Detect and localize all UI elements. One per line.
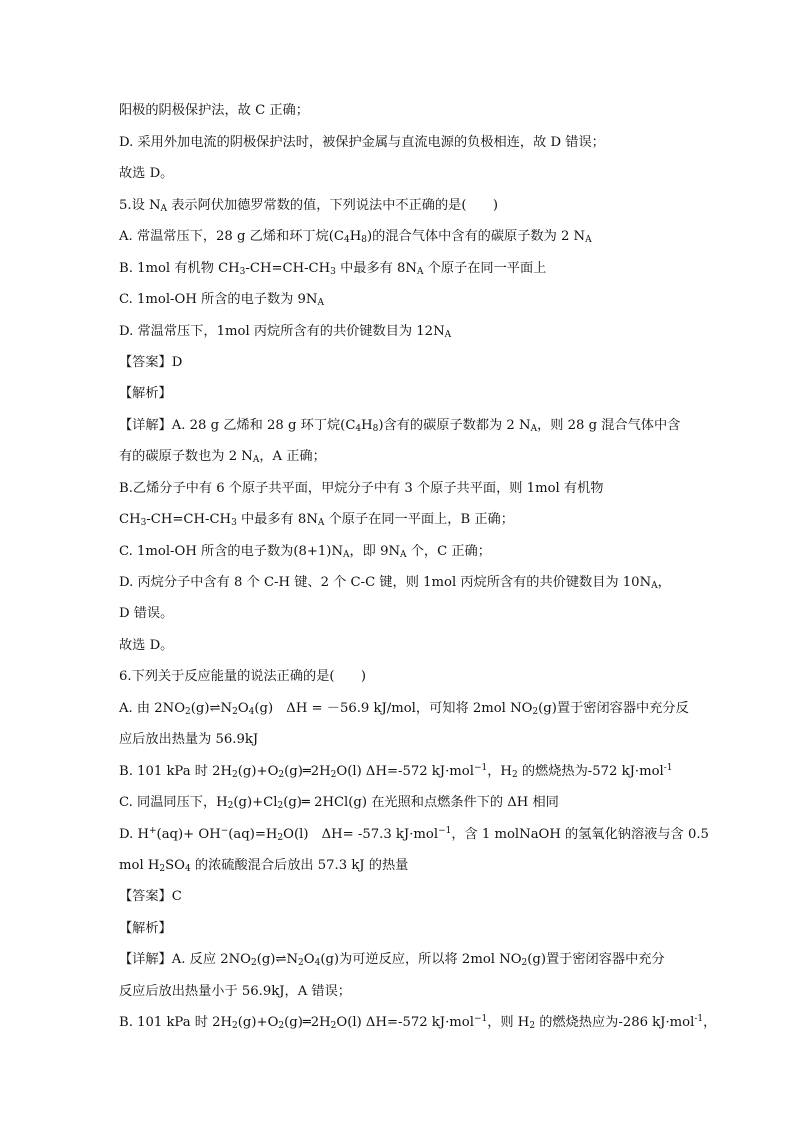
q5-explanation-line: $CH_3-CH=CH-CH_3$ 中最多有 $8N_A$ 个原子在同一平面上，B 正确；: [119, 512, 514, 528]
q5-option-d: D. 常温常压下，1mol 丙烷所含有的共价键数目为 $12N_A$: [119, 324, 452, 340]
q5-explanation-line: D 错误。: [119, 606, 174, 621]
q5-option-b: B. 1mol 有机物 $CH_3-CH=CH-CH_3$ 中最多有 $8N_A$ 个原子在同一平面上: [119, 261, 547, 277]
q6-analysis-heading: 【解析】: [119, 921, 172, 936]
q5-option-c: C. 1mol-OH 所含的电子数为 $9N_A$: [119, 292, 324, 308]
text-line: 故选 D。: [119, 166, 174, 181]
text-line: D. 采用外加电流的阴极保护法时，被保护金属与直流电源的负极相连，故 D 错误；: [119, 135, 605, 150]
q5-option-a: A. 常温常压下，28 g 乙烯和环丁烷$(C_4H_8)$的混合气体中含有的碳原子数为 2 $N_A$: [119, 229, 592, 245]
q6-explanation-line: B. 101 kPa 时 $2H_2(g)+O_2(g)═2H_2O(l)$ ΔH=-572 kJ·mol$^{-1}$，则 $H_2$ 的燃烧热应为-286 kJ·mol$^{-1}$，: [119, 1014, 717, 1031]
q5-explanation-line: 【详解】A. 28 g 乙烯和 28 g 环丁烷$(C_4H_8)$含有的碳原子数都为 2 $N_A$，则 28 g 混合气体中含: [119, 418, 681, 434]
q6-option-a-cont: 应后放出热量为 56.9kJ: [119, 732, 259, 747]
q6-option-b: B. 101 kPa 时 $2H_2(g)+O_2(g)═2H_2O(l)$ ΔH=-572 kJ·mol$^{-1}$，$H_2$ 的燃烧热为-572 kJ·mol$^{-1}$: [119, 763, 673, 780]
question-6-stem: 6.下列关于反应能量的说法正确的是( ): [119, 669, 367, 684]
question-5-stem: 5.设 $N_A$ 表示阿伏加德罗常数的值，下列说法中不正确的是( ): [119, 198, 498, 214]
q6-option-d-cont: mol $H_2SO_4$ 的浓硫酸混合后放出 57.3 kJ 的热量: [119, 858, 409, 874]
q6-option-d: D. $H^+(aq)+ OH^-(aq)=H_2O(l)$ ΔH= -57.3 kJ·mol$^{-1}$，含 1 molNaOH 的氢氧化钠溶液与含 0.5: [119, 826, 709, 843]
q6-explanation-line: 反应后放出热量小于 56.9kJ，A 错误；: [119, 984, 351, 999]
q6-option-a: A. 由 $2NO_2(g)\rightleftharpoons N_2O_4(g)$ ΔH = －56.9 kJ/mol，可知将 2mol $NO_2(g)$置于密闭容器中充分反: [119, 701, 689, 717]
q5-explanation-line: C. 1mol-OH 所含的电子数为$(8+1)N_A$，即 $9N_A$ 个，C 正确；: [119, 544, 491, 560]
q5-analysis-heading: 【解析】: [119, 386, 172, 401]
q5-explanation-line: 有的碳原子数也为 2 $N_A$，A 正确；: [119, 449, 326, 465]
q5-answer: 【答案】D: [119, 355, 183, 370]
text-line: 阳极的阴极保护法，故 C 正确；: [119, 103, 309, 118]
q5-explanation-line: D. 丙烷分子中含有 8 个 C-H 键、2 个 C-C 键，则 1mol 丙烷所含有的共价键数目为 $10N_A$，: [119, 575, 671, 591]
q6-explanation-line: 【详解】A. 反应 $2NO_2(g)\rightleftharpoons N_2O_4(g)$为可逆反应，所以将 2mol $NO_2(g)$置于密闭容器中充分: [119, 952, 665, 968]
q6-option-c: C. 同温同压下，$H_2(g)+Cl_2(g)═$ 2HCl(g) 在光照和点燃条件下的 ΔH 相同: [119, 795, 559, 811]
q6-answer: 【答案】C: [119, 889, 182, 904]
q5-explanation-line: B.乙烯分子中有 6 个原子共平面，甲烷分子中有 3 个原子共平面，则 1mol 有机物: [119, 481, 604, 496]
q5-conclusion: 故选 D。: [119, 638, 174, 653]
